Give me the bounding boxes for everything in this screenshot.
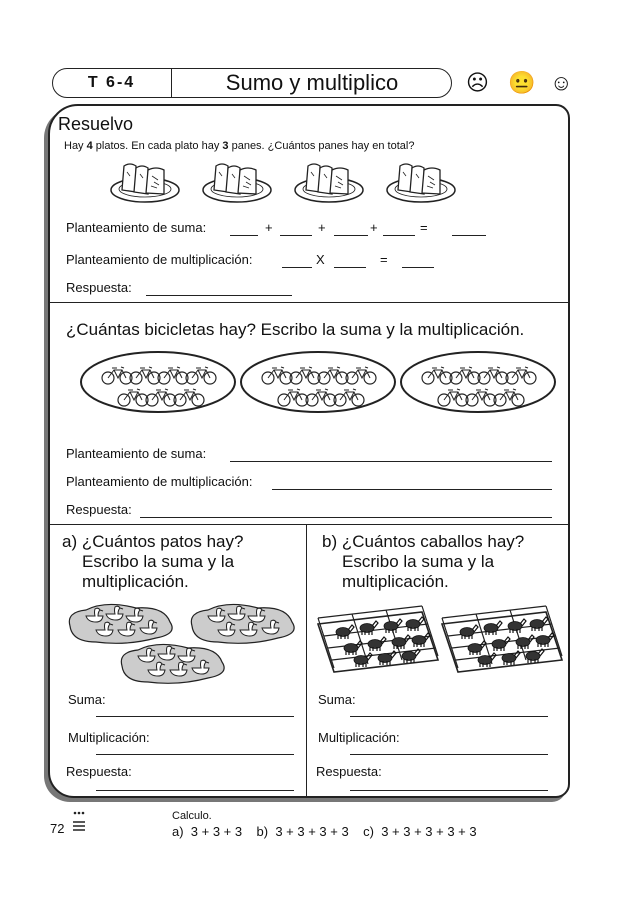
answer-label-1: Respuesta: bbox=[66, 280, 132, 295]
dice-icon bbox=[72, 810, 86, 834]
sum-label-2: Planteamiento de suma: bbox=[66, 446, 207, 461]
times-sign: X bbox=[316, 252, 325, 267]
happy-face-icon[interactable]: ☺ bbox=[550, 70, 573, 95]
horses-question-line3: multiplicación. bbox=[342, 572, 449, 591]
answer-line[interactable] bbox=[140, 503, 552, 518]
duck-pond-icon bbox=[191, 604, 294, 643]
horses-sum-line[interactable] bbox=[350, 702, 548, 717]
bicycle-group-icon bbox=[81, 352, 235, 412]
ducks-question-line2: Escribo la suma y la bbox=[82, 552, 235, 571]
ducks-sum-label: Suma: bbox=[68, 692, 106, 707]
ducks-sum-line[interactable] bbox=[96, 702, 294, 717]
lesson-title: Sumo y multiplico bbox=[225, 70, 399, 95]
calc-title: Calculo. bbox=[172, 810, 212, 822]
sum-blank[interactable] bbox=[383, 221, 415, 236]
bicycle-group-icon bbox=[401, 352, 555, 412]
page-number: 72 bbox=[50, 821, 65, 836]
plus-sign: + bbox=[318, 220, 326, 235]
section1-title: Resuelvo bbox=[58, 114, 134, 134]
horse-corral-icon bbox=[442, 606, 562, 672]
ducks-illustration bbox=[66, 602, 298, 692]
equals-sign: = bbox=[380, 252, 388, 267]
sum-answer-line[interactable] bbox=[230, 447, 552, 462]
horses-sum-label: Suma: bbox=[318, 692, 356, 707]
horses-answer-line[interactable] bbox=[350, 776, 548, 791]
plate-with-bread-icon bbox=[203, 164, 271, 202]
duck-pond-icon bbox=[121, 644, 224, 683]
divider bbox=[49, 524, 569, 525]
mult-label-2: Planteamiento de multiplicación: bbox=[66, 474, 253, 489]
ducks-mult-label: Multiplicación: bbox=[68, 730, 150, 745]
plate-with-bread-icon bbox=[111, 164, 179, 202]
plus-sign: + bbox=[370, 220, 378, 235]
plates-illustration bbox=[110, 160, 510, 208]
horse-corral-icon bbox=[318, 606, 438, 672]
plus-sign: + bbox=[265, 220, 273, 235]
sum-label-1: Planteamiento de suma: bbox=[66, 220, 207, 235]
horses-mult-label: Multiplicación: bbox=[318, 730, 400, 745]
horses-question: b) ¿Cuántos caballos hay? bbox=[322, 532, 525, 551]
calc-items: a) 3 + 3 + 3 b) 3 + 3 + 3 + 3 c) 3 + 3 + 3 + 3 + 3 bbox=[172, 824, 477, 839]
ducks-answer-line[interactable] bbox=[96, 776, 294, 791]
mult-blank[interactable] bbox=[282, 253, 312, 268]
answer-blank[interactable] bbox=[146, 281, 292, 296]
plate-with-bread-icon bbox=[295, 164, 363, 202]
mult-blank[interactable] bbox=[334, 253, 366, 268]
equals-sign: = bbox=[420, 220, 428, 235]
sum-blank[interactable] bbox=[334, 221, 368, 236]
mult-answer-line[interactable] bbox=[272, 475, 552, 490]
section2-title: ¿Cuántas bicicletas hay? Escribo la suma y la multiplicación. bbox=[66, 320, 525, 339]
column-divider bbox=[306, 525, 307, 797]
horses-answer-label: Respuesta: bbox=[316, 764, 382, 779]
horses-illustration bbox=[318, 606, 568, 676]
horses-question-line2: Escribo la suma y la bbox=[342, 552, 495, 571]
mult-label-1: Planteamiento de multiplicación: bbox=[66, 252, 253, 267]
mult-result-blank[interactable] bbox=[402, 253, 434, 268]
plate-with-bread-icon bbox=[387, 164, 455, 202]
sum-blank[interactable] bbox=[230, 221, 258, 236]
answer-label-2: Respuesta: bbox=[66, 502, 132, 517]
ducks-mult-line[interactable] bbox=[96, 740, 294, 755]
sum-result-blank[interactable] bbox=[452, 221, 486, 236]
duck-pond-icon bbox=[69, 604, 172, 643]
sad-face-icon[interactable]: ☹ bbox=[466, 70, 489, 95]
ducks-question-line3: multiplicación. bbox=[82, 572, 189, 591]
neutral-face-icon[interactable]: 😐 bbox=[508, 70, 536, 95]
horses-mult-line[interactable] bbox=[350, 740, 548, 755]
ducks-answer-label: Respuesta: bbox=[66, 764, 132, 779]
lesson-code: T 6-4 bbox=[52, 68, 172, 98]
bicycle-group-icon bbox=[241, 352, 395, 412]
sum-blank[interactable] bbox=[280, 221, 312, 236]
ducks-question: a) ¿Cuántos patos hay? bbox=[62, 532, 244, 551]
bicycles-illustration bbox=[80, 354, 560, 424]
section1-prompt: Hay 4 platos. En cada plato hay 3 panes. ¿Cuántos panes hay en total? bbox=[64, 140, 415, 152]
divider bbox=[49, 302, 569, 303]
